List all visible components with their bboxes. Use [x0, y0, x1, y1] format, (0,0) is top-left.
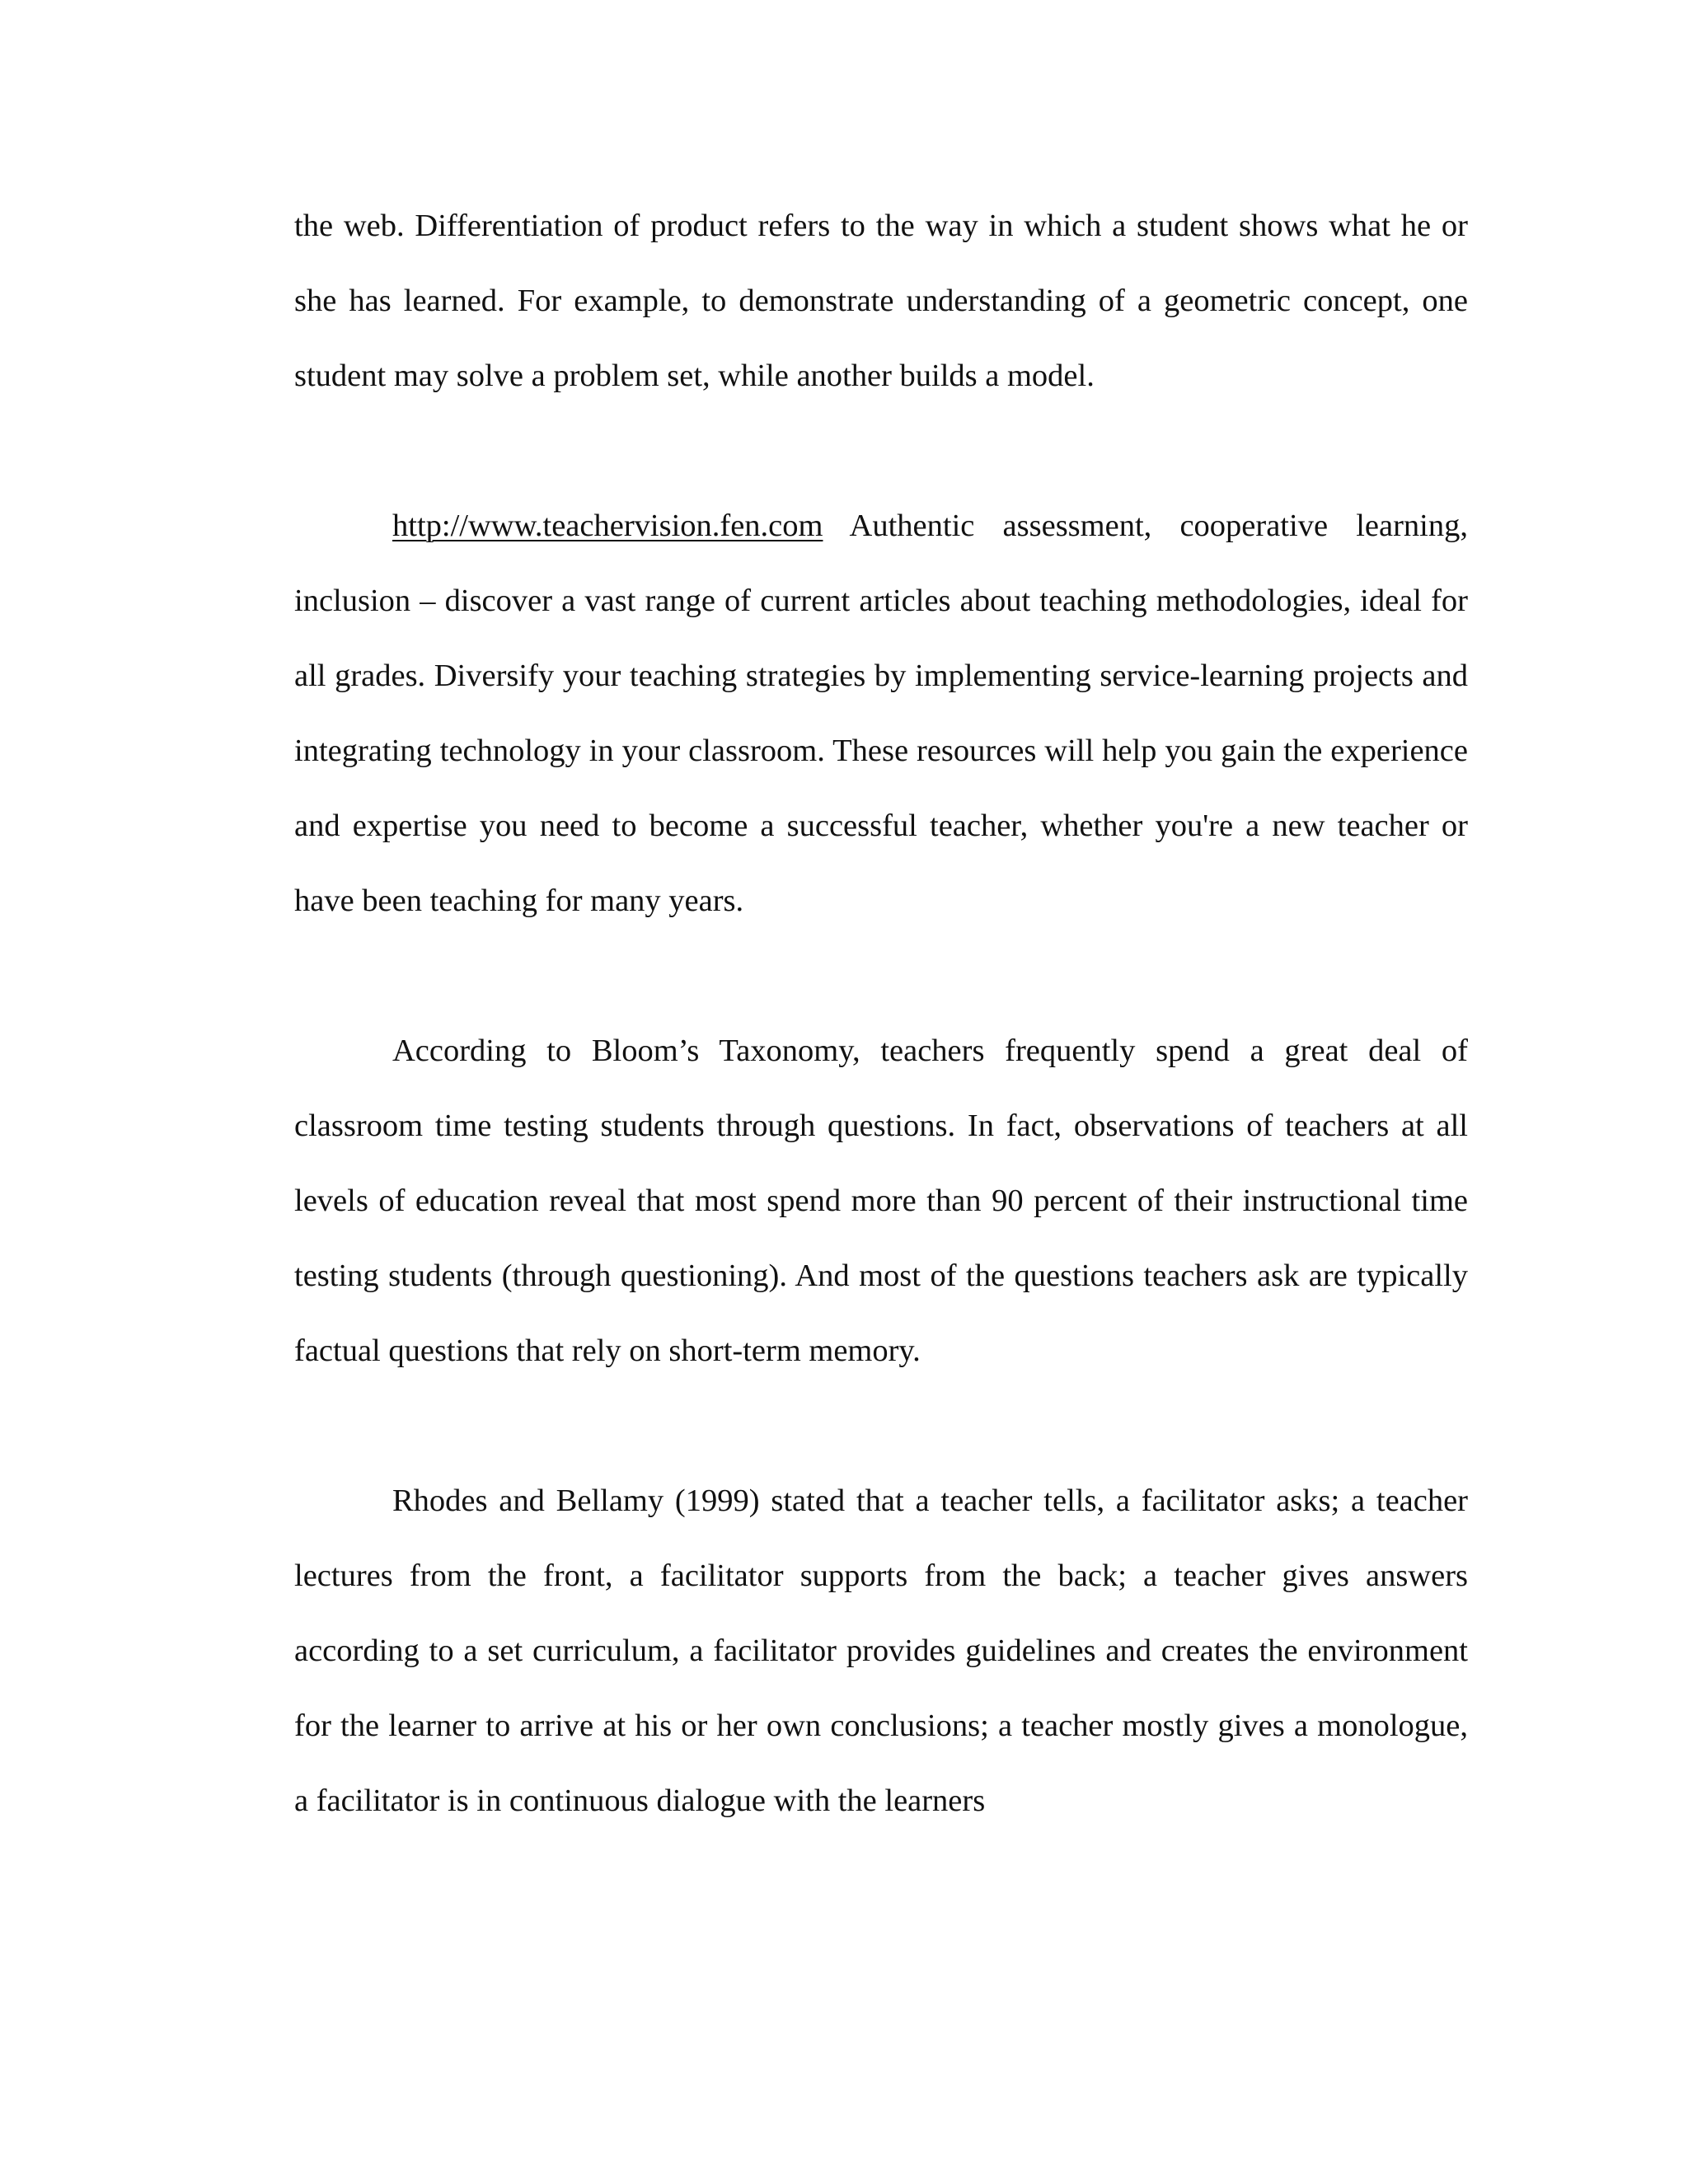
paragraph-teachervision [294, 489, 1468, 939]
paragraph-text: Rhodes and Bellamy (1999) stated that a teacher tells, a facilitator asks; a teacher lectures from the front, a facilitator supports from the back; a teacher gives answers according to a set curriculum, a facilitator provides guidelines and creates the environment for the learner to arrive at his or her own conclusions; a teacher mostly gives a monologue, a facilitator is in continuous dialogue with the learners [294, 1483, 1468, 1818]
paragraph-differentiation [294, 189, 1468, 414]
paragraph-text: the web. Differentiation of product refers to the way in which a student shows what he or she has learned. For example, to demonstrate understanding of a geometric concept, one student may solve a problem set, while another builds a model. [294, 209, 1468, 393]
paragraph-text: According to Bloom’s Taxonomy, teachers frequently spend a great deal of classroom time testing students through questions. In fact, observations of teachers at all levels of education reveal that most spend more than 90 percent of their instructional time testing students (through questioning). And most of the questions teachers ask are typically factual questions that rely on short-term memory. [294, 1033, 1468, 1368]
document-body [294, 189, 1468, 1839]
paragraph-blooms-taxonomy [294, 1014, 1468, 1389]
teachervision-link[interactable]: http://www.teachervision.fen.com [392, 509, 823, 543]
paragraph-rhodes-bellamy [294, 1464, 1468, 1839]
paragraph-text: Authentic assessment, cooperative learning, inclusion – discover a vast range of current articles about teaching methodologies, ideal for all grades. Diversify your teaching strategies by implementing service-learning projects and integrating technology in your classroom. These resources will help you gain the experience and expertise you need to become a successful teacher, whether you're a new teacher or have been teaching for many years. [294, 509, 1468, 918]
